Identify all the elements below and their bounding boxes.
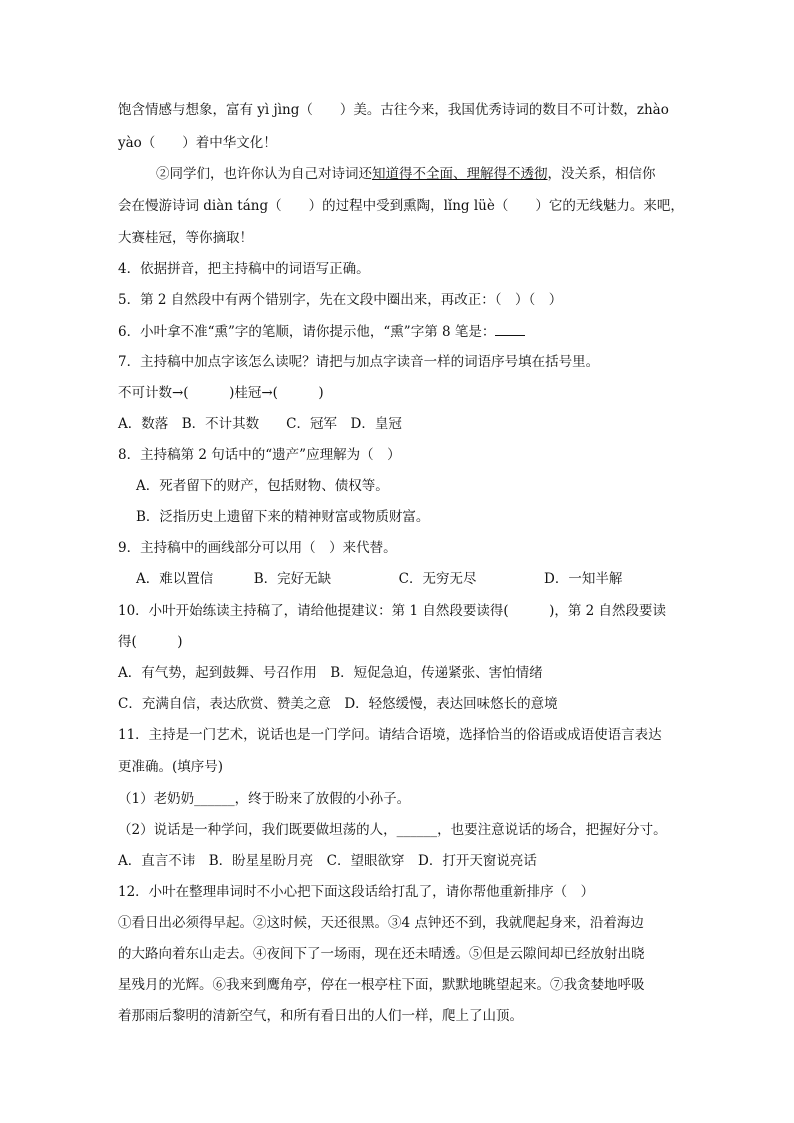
question-10-line-1: 10．小叶开始练读主持稿了，请给他提建议：第 1 自然段要读得( )，第 2 自然段要读 — [118, 603, 667, 619]
question-10-options-ab: A．有气势，起到鼓舞、号召作用 B．短促急迫，传递紧张、害怕情绪 — [118, 665, 543, 681]
question-11-sentence-2: （2）说话是一种学问，我们既要做坦荡的人，______，也要注意说话的场合，把握好分寸。 — [118, 822, 667, 838]
question-9: 9．主持稿中的画线部分可以用（ ）来代替。 — [118, 540, 397, 556]
question-6-text: 6．小叶拿不准“熏”字的笔顺，请你提示他，“熏”字第 8 笔是： — [118, 324, 496, 340]
question-10-options-cd: C．充满自信，表达欣赏、赞美之意 D．轻悠缓慢，表达回味悠长的意境 — [118, 696, 558, 712]
question-10-line-2: 得( ) — [118, 634, 183, 650]
passage-line-3-end: ，没关系，相信你 — [547, 166, 656, 182]
question-8-option-b: B．泛指历史上遗留下来的精神财富或物质财富。 — [136, 509, 430, 525]
question-6 — [118, 321, 525, 342]
question-12-para-line-3: 星残月的光辉。⑥我来到鹰角亭，停在一根亭柱下面，默默地眺望起来。⑦我贪婪地呼吸 — [118, 977, 645, 993]
question-11-line-1: 11．主持是一门艺术，说话也是一门学问。请结合语境，选择恰当的俗语或成语使语言表达 — [118, 727, 662, 743]
question-12-para-line-2: 的大路向着东山走去。④夜间下了一场雨，现在还未晴透。⑤但是云隙间却已经放射出晓 — [118, 946, 645, 962]
passage-line-4: 会在慢游诗词 diàn táng（ ）的过程中受到熏陶，lǐng lüè（ ）它的无线魅力。来吧， — [118, 198, 684, 214]
question-11-sentence-1: （1）老奶奶______，终于盼来了放假的小孙子。 — [118, 791, 411, 807]
passage-line-1: 饱含情感与想象，富有 yì jìng（ ）美。古往今来，我国优秀诗词的数目不可计数，zhào — [118, 102, 669, 118]
question-4: 4．依据拼音，把主持稿中的词语写正确。 — [118, 261, 370, 277]
passage-line-3 — [156, 164, 656, 184]
question-8-option-a: A．死者留下的财产，包括财物、债权等。 — [136, 478, 389, 494]
question-11-options: A．直言不讳 B．盼星星盼月亮 C．望眼欲穿 D．打开天窗说亮话 — [118, 853, 537, 869]
passage-line-2: yào（ ）着中华文化！ — [118, 135, 277, 151]
question-5: 5．第 2 自然段中有两个错别字，先在文段中圈出来，再改正：（ ）（ ） — [118, 292, 563, 308]
question-12-para-line-1: ①看日出必须得早起。②这时候，天还很黑。③4 点钟还不到，我就爬起身来，沿着海边 — [118, 915, 644, 931]
question-7: 7．主持稿中加点字该怎么读呢？请把与加点字读音一样的词语序号填在括号里。 — [118, 354, 600, 370]
underlined-phrase: 知道得不全面、理解得不透彻 — [372, 166, 548, 182]
question-7-fill: 不可计数→( )桂冠→( ) — [118, 385, 324, 401]
question-12-para-line-4: 着那雨后黎明的清新空气，和所有看日出的人们一样，爬上了山顶。 — [118, 1008, 523, 1024]
passage-line-3-start: ②同学们，也许你认为自己对诗词还 — [156, 166, 372, 182]
answer-blank[interactable] — [495, 321, 525, 336]
passage-line-5: 大赛桂冠，等你摘取！ — [118, 230, 253, 246]
question-7-options: A．数落 B．不计其数 C．冠军 D．皇冠 — [118, 416, 402, 432]
question-9-options: A．难以置信 B．完好无缺 C．无穷无尽 D．一知半解 — [136, 571, 623, 587]
question-8: 8．主持稿第 2 句话中的“遗产”应理解为（ ） — [118, 447, 401, 463]
question-12: 12．小叶在整理串词时不小心把下面这段话给打乱了，请你帮他重新排序（ ） — [118, 884, 595, 900]
question-11-line-2: 更准确。(填序号) — [118, 759, 224, 775]
